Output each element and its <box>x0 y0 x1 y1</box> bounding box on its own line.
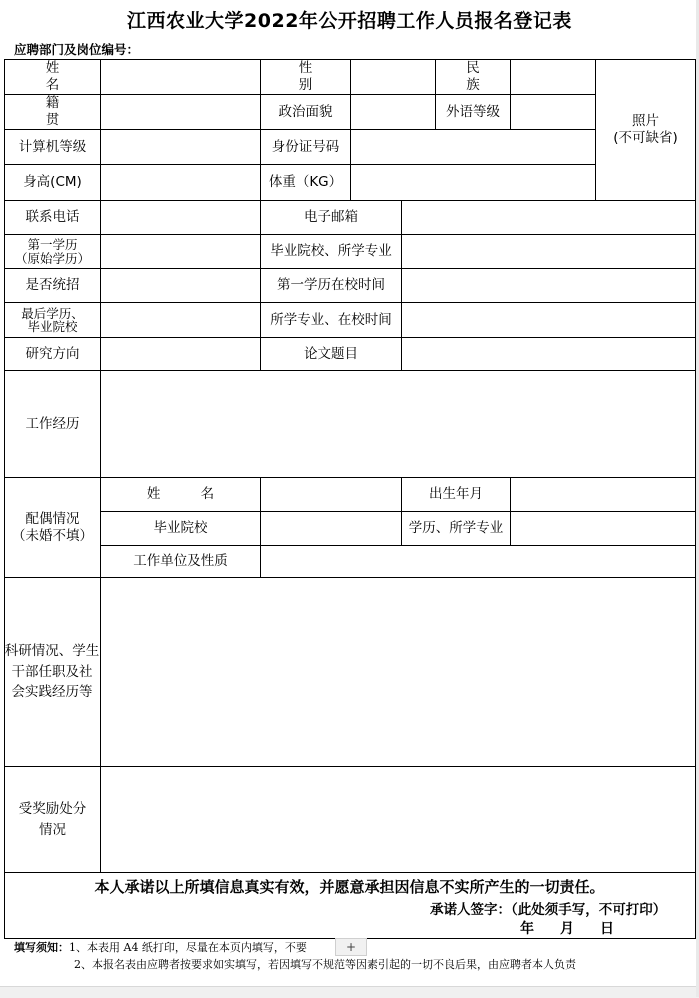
weight-field[interactable] <box>351 165 595 200</box>
height-label: 身高(CM) <box>23 174 82 191</box>
awards-field[interactable] <box>101 767 695 872</box>
note-item-1: 1、本表用 A4 纸打印，尽量在本页内填写，不要 <box>69 941 307 954</box>
last-degree-label: 最后学历、 毕业院校 <box>21 305 84 334</box>
phone-field[interactable] <box>101 201 260 234</box>
spouse-school-label: 毕业院校 <box>153 520 208 537</box>
research-dir-label: 研究方向 <box>25 345 80 362</box>
unified-field[interactable] <box>101 269 260 302</box>
first-degree-time-field[interactable] <box>402 269 695 302</box>
spouse-birth-label: 出生年月 <box>429 486 483 503</box>
gender-field[interactable] <box>351 60 435 94</box>
spouse-employer-label: 工作单位及性质 <box>133 553 228 570</box>
phone-label: 联系电话 <box>25 209 80 226</box>
pledge-text: 本人承诺以上所填信息真实有效，并愿意承担因信息不实所产生的一切责任。 <box>94 878 605 896</box>
date-month: 月 <box>560 921 574 937</box>
last-degree-field[interactable] <box>101 303 260 337</box>
photo-box[interactable] <box>596 60 695 200</box>
spouse-school-field[interactable] <box>261 512 401 545</box>
first-degree-label: 第一学历 （原始学历） <box>14 237 90 266</box>
spouse-employer-field[interactable] <box>261 546 695 577</box>
spouse-birth-field[interactable] <box>511 478 695 511</box>
ethnicity-label: 民 族 <box>466 60 498 93</box>
name-field[interactable] <box>101 60 260 94</box>
horizontal-scrollbar[interactable] <box>0 986 699 998</box>
email-label: 电子邮箱 <box>304 209 358 226</box>
computer-label: 计算机等级 <box>18 138 87 155</box>
photo-note: (不可缺省) <box>613 130 678 146</box>
spouse-label: 配偶情况 （未婚不填） <box>12 510 93 544</box>
first-degree-time-label: 第一学历在校时间 <box>277 277 385 294</box>
date-line <box>520 918 640 938</box>
work-history-label: 工作经历 <box>25 415 80 432</box>
add-sheet-button[interactable]: + <box>335 938 367 956</box>
spouse-name-label: 姓 名 <box>146 486 233 503</box>
id-number-label: 身份证号码 <box>271 138 340 155</box>
research-dir-field[interactable] <box>101 338 260 370</box>
research-practice-field[interactable] <box>101 578 695 766</box>
notes <box>14 939 576 973</box>
date-day: 日 <box>600 921 614 937</box>
research-practice-label: 科研情况、学生 干部任职及社 会实践经历等 <box>4 642 100 701</box>
political-field[interactable] <box>351 95 435 129</box>
computer-field[interactable] <box>101 130 260 164</box>
note-item-2: 2、本报名表由应聘者按要求如实填写，若因填写不规范等因素引起的一切不良后果，由应聘者本人负责 <box>74 958 576 971</box>
first-degree-field[interactable] <box>101 235 260 268</box>
date-year: 年 <box>520 921 534 937</box>
spouse-name-field[interactable] <box>261 478 401 511</box>
grad-school-label: 毕业院校、所学专业 <box>270 243 392 260</box>
form-title: 江西农业大学2022年公开招聘工作人员报名登记表 <box>127 10 572 32</box>
native-place-label: 籍 贯 <box>45 95 78 128</box>
grad-school-field[interactable] <box>402 235 695 268</box>
unified-label: 是否统招 <box>25 277 80 294</box>
spouse-degree-label: 学历、所学专业 <box>408 520 504 537</box>
height-field[interactable] <box>101 165 260 200</box>
email-field[interactable] <box>402 201 695 234</box>
foreign-lang-field[interactable] <box>511 95 595 129</box>
awards-label: 受奖励处分 情况 <box>18 800 87 838</box>
foreign-lang-label: 外语等级 <box>446 103 500 120</box>
weight-label: 体重（KG） <box>268 174 343 191</box>
photo-label: 照片 <box>632 113 659 130</box>
spouse-degree-field[interactable] <box>511 512 695 545</box>
notes-label: 填写须知： <box>14 941 69 954</box>
major-time-label: 所学专业、在校时间 <box>270 311 392 328</box>
name-label: 姓 名 <box>45 60 78 93</box>
thesis-label: 论文题目 <box>304 345 358 362</box>
ethnicity-field[interactable] <box>511 60 595 94</box>
thesis-field[interactable] <box>402 338 695 370</box>
native-place-field[interactable] <box>101 95 260 129</box>
id-number-field[interactable] <box>351 130 595 164</box>
dept-position-label: 应聘部门及岗位编号： <box>14 42 140 57</box>
signature-label: 承诺人签字：（此处须手写，不可打印） <box>430 902 667 918</box>
gender-label: 性 别 <box>298 60 331 93</box>
work-history-field[interactable] <box>101 371 695 477</box>
political-label: 政治面貌 <box>278 103 333 120</box>
major-time-field[interactable] <box>402 303 695 337</box>
